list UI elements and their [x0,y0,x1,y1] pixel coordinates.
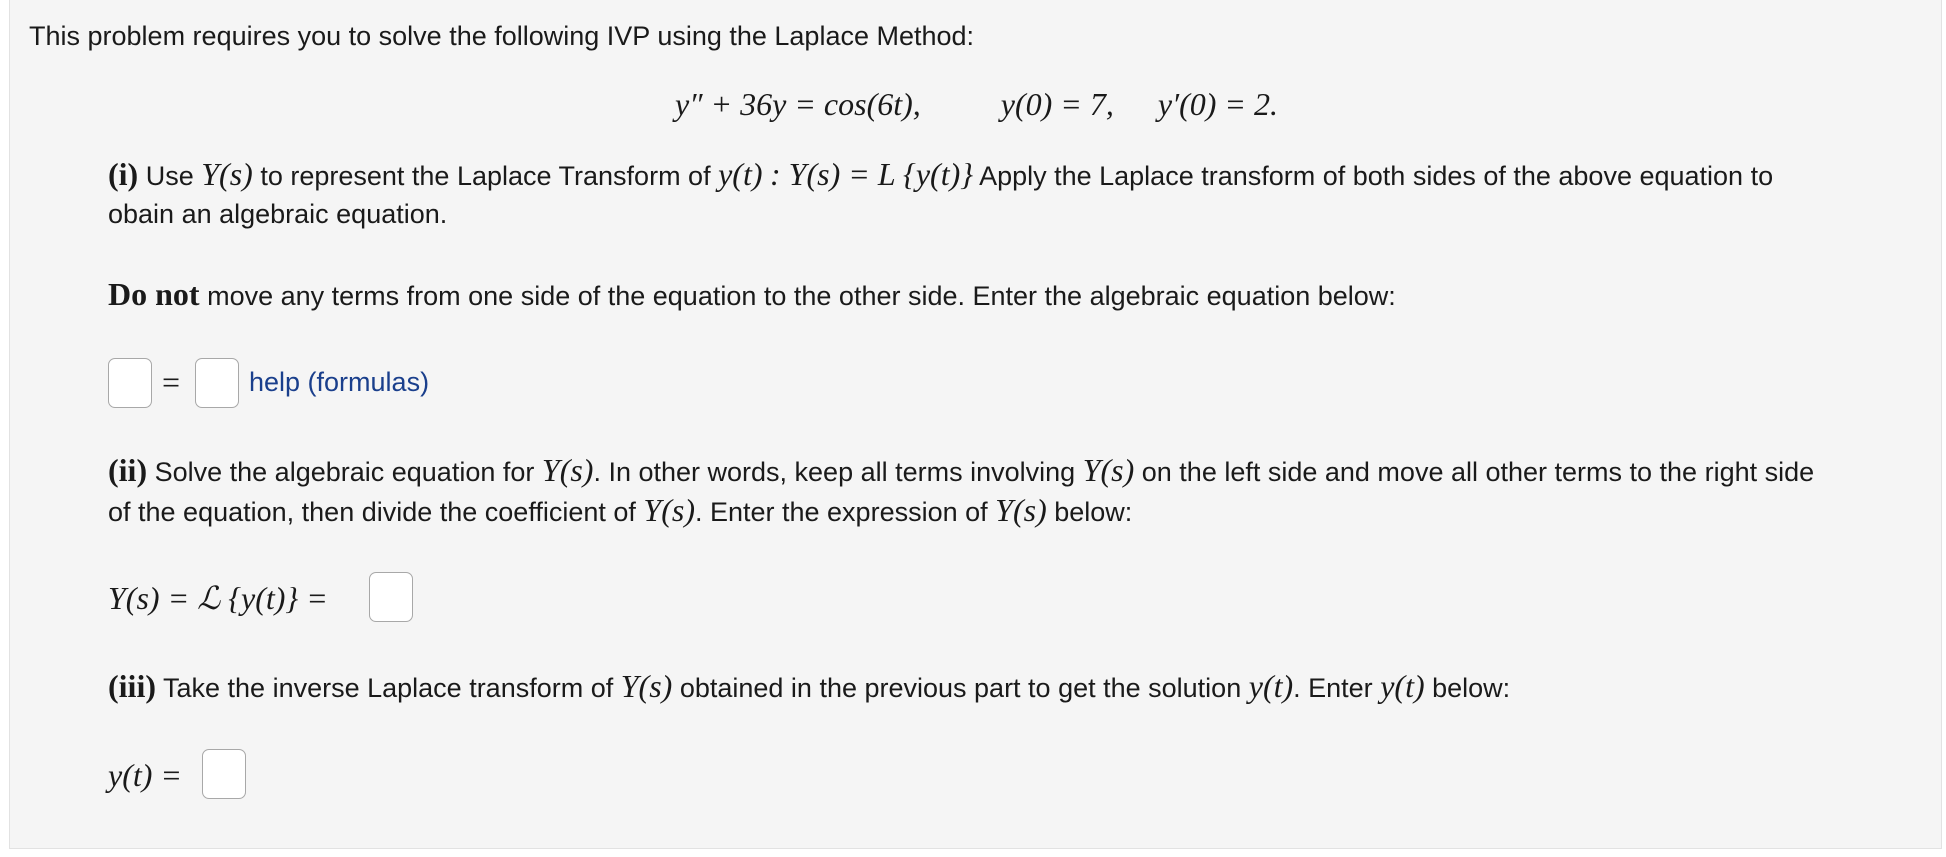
Ys-expression-label: Y(s) = ℒ {y(t)} = [108,580,328,616]
ivp-equation [10,84,1943,124]
part-iii-instruction [108,666,1510,708]
part-i-Ys: Y(s) [201,156,253,192]
part-ii-text-b: . In other words, keep all terms involving [593,457,1076,487]
part-i-instruction-cont: obain an algebraic equation. [108,199,448,229]
part-ii-text-d: of the equation, then divide the coefficient of [108,497,636,527]
part-i-yt: y(t) [718,156,763,192]
part-iii-text-a: Take the inverse Laplace transform of [163,673,614,703]
yt-answer-input[interactable] [202,749,246,799]
problem-container [9,0,1942,849]
part-iii-text-c: . Enter [1293,673,1373,703]
part-ii-label: (ii) [108,452,148,488]
part-ii-Ys-3: Y(s) [643,492,695,528]
do-not-instruction [108,274,1396,316]
yt-expression-label: y(t) = [108,757,182,793]
algebraic-rhs-input[interactable] [195,358,239,408]
part-iii-Ys: Y(s) [620,668,673,704]
part-ii-instruction-cont [108,490,1132,532]
part-i-instruction [108,154,1773,196]
part-ii-text-c: on the left side and move all other terms to the right side [1141,457,1815,487]
part-ii-text-e: . Enter the expression of [694,497,988,527]
part-ii-Ys-2: Y(s) [1082,452,1135,488]
part-ii-Ys-4: Y(s) [995,492,1047,528]
part-iii-text-d: below: [1432,673,1511,703]
equals-sign: = [162,364,181,400]
ode-expression: y″ + 36y = cos(6t), [675,86,921,122]
problem-intro: This problem requires you to solve the following IVP using the Laplace Method: [29,21,975,51]
do-not-bold: Do not [108,276,200,312]
part-ii-Ys-1: Y(s) [541,452,594,488]
part-ii-text-f: below: [1054,497,1133,527]
Ys-answer-input[interactable] [369,572,413,622]
part-ii-instruction [108,450,1814,492]
part-i-laplace-def: : Y(s) = L {y(t)} [770,156,974,192]
initial-condition-2: y′(0) = 2. [1157,86,1278,122]
part-iii-yt-2: y(t) [1380,668,1425,704]
part-ii-text-a: Solve the algebraic equation for [154,457,535,487]
part-i-text-a: Use [145,161,194,191]
do-not-text: move any terms from one side of the equation to the other side. Enter the algebraic equation below: [207,281,1396,311]
help-formulas-link[interactable]: help (formulas) [249,367,430,397]
algebraic-lhs-input[interactable] [108,358,152,408]
initial-condition-1: y(0) = 7, [1000,86,1114,122]
part-i-text-b: to represent the Laplace Transform of [260,161,711,191]
part-iii-label: (iii) [108,668,156,704]
part-i-label: (i) [108,156,139,192]
part-i-text-c: Apply the Laplace transform of both sides of the above equation to [979,161,1774,191]
part-iii-yt-1: y(t) [1248,668,1294,704]
part-iii-text-b: obtained in the previous part to get the solution [679,673,1242,703]
